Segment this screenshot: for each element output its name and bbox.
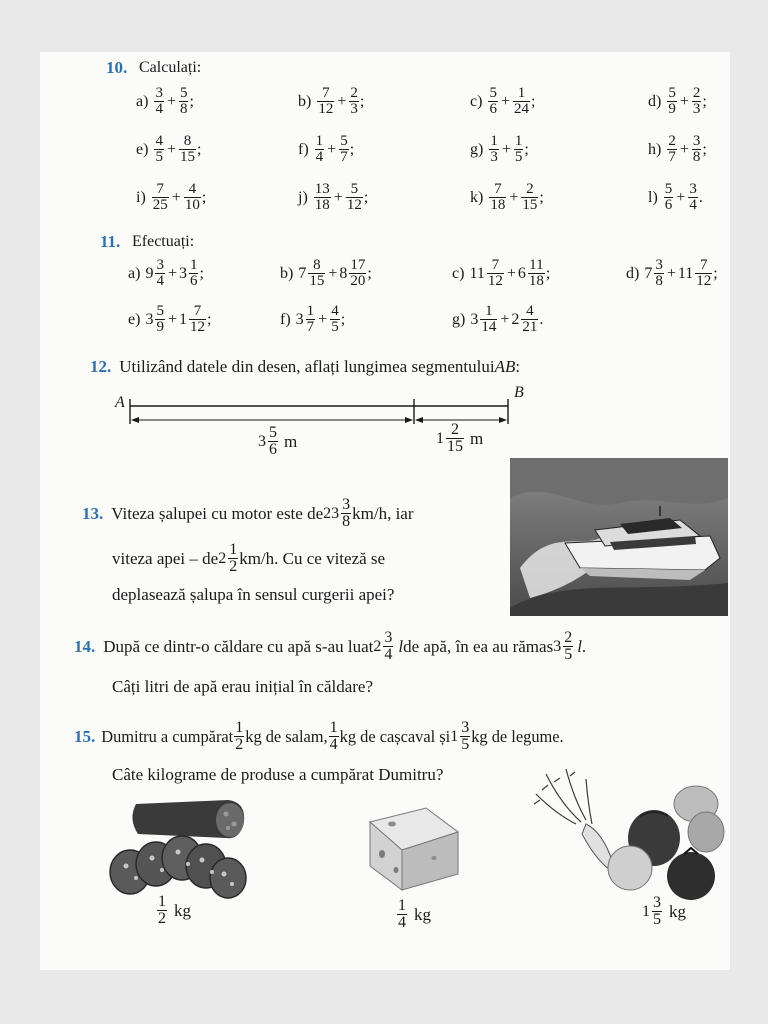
exercise-14-text-2: de apă, în ea au rămas: [403, 636, 554, 656]
fraction: [489, 182, 506, 213]
item-label: i): [136, 188, 146, 206]
item-end: ;: [545, 264, 551, 282]
denominator: 18: [528, 273, 544, 289]
numerator: 3: [692, 133, 701, 149]
fraction: [155, 304, 165, 335]
numerator: 5: [350, 181, 359, 197]
item-label: d): [626, 264, 640, 282]
item-label: f): [280, 310, 291, 328]
denominator: 4: [315, 149, 324, 165]
whole-part: 1: [178, 310, 187, 328]
motorboat-photo: [510, 458, 728, 616]
whole-part: 6: [517, 264, 526, 282]
denominator: 8: [692, 149, 701, 165]
exercise-12-number: 12.: [90, 357, 112, 376]
fraction: [339, 134, 349, 165]
numerator: 1: [517, 85, 526, 101]
numerator: 1: [514, 133, 523, 149]
segment-2-unit: m: [470, 428, 484, 448]
denominator: 2: [158, 910, 166, 927]
numerator: 1: [235, 719, 244, 736]
item-label: d): [648, 92, 662, 110]
plus-operator: +: [166, 92, 176, 110]
water-speed-fraction: [228, 542, 238, 575]
exercise-11-title: Efectuați:: [132, 233, 195, 250]
numerator: 3: [655, 257, 663, 273]
denominator: 9: [668, 101, 676, 117]
vegetables-picture: [526, 764, 726, 894]
numerator: 1: [158, 893, 166, 910]
fraction: [489, 134, 499, 165]
denominator: 12: [346, 197, 362, 213]
numerator: 2: [526, 181, 534, 197]
denominator: 5: [461, 736, 470, 753]
whole-part: 2: [511, 310, 520, 328]
denominator: 6: [489, 101, 497, 117]
item-end: ;: [199, 264, 204, 282]
salami-caption-unit: kg: [174, 900, 191, 920]
point-a-label: A: [115, 394, 125, 411]
denominator: 3: [490, 149, 498, 165]
item-label: c): [470, 92, 483, 110]
item-label: l): [648, 188, 658, 206]
liter-unit: l: [398, 636, 404, 656]
exercise-14-line-2: [112, 677, 373, 697]
exercise-13-text-1: Viteza șalupei cu motor este de: [111, 503, 324, 523]
segment-2-fraction: [446, 422, 464, 455]
exercise-10-title: Calculați:: [139, 59, 202, 76]
water-speed-whole: 2: [218, 549, 227, 567]
whole-part: 3: [178, 264, 187, 282]
numerator: 2: [564, 629, 573, 646]
vegetables-caption: [642, 895, 686, 928]
plus-operator: +: [167, 310, 177, 328]
exercise-10-item: [136, 134, 201, 165]
numerator: 8: [313, 257, 321, 273]
fraction: [189, 304, 206, 335]
remaining-water-whole: 3: [553, 637, 562, 655]
item-label: j): [298, 188, 308, 206]
salami-caption: [156, 894, 191, 927]
boat-speed-whole: 23: [323, 504, 340, 522]
item-end: ;: [206, 310, 212, 328]
taken-water-fraction: [383, 630, 393, 663]
exercise-10-item: [298, 86, 364, 117]
denominator: 7: [306, 319, 315, 335]
plus-operator: +: [509, 188, 519, 206]
fraction: [528, 258, 545, 289]
numerator: 1: [329, 719, 338, 736]
fraction: [308, 258, 325, 289]
item-end: ;: [702, 92, 707, 110]
item-end: ;: [713, 264, 718, 282]
denominator: 20: [350, 273, 366, 289]
whole-part: 3: [470, 310, 479, 328]
exercise-11-item: [452, 258, 550, 289]
numerator: 3: [461, 719, 470, 736]
liter-unit: l: [577, 636, 582, 656]
denominator: 8: [342, 513, 351, 530]
denominator: 6: [269, 441, 277, 458]
item-end: ;: [530, 92, 536, 110]
denominator: 5: [155, 149, 163, 165]
numerator: 4: [188, 181, 197, 197]
numerator: 1: [315, 133, 324, 149]
denominator: 15: [309, 273, 325, 289]
item-end: ;: [359, 92, 365, 110]
exercise-14-period: .: [581, 636, 587, 656]
denominator: 14: [481, 319, 497, 335]
exercise-10-item: [648, 182, 703, 213]
exercise-12-statement: [90, 357, 520, 377]
numerator: 7: [494, 181, 502, 197]
numerator: 3: [653, 894, 661, 911]
fraction: [514, 134, 524, 165]
fraction: [314, 182, 331, 213]
item-end: ;: [340, 310, 346, 328]
denominator: 3: [692, 101, 701, 117]
denominator: 12: [487, 273, 503, 289]
item-end: ;: [539, 188, 544, 206]
exercise-10-item: [470, 86, 535, 117]
denominator: 4: [384, 646, 393, 663]
numerator: 11: [529, 257, 544, 273]
exercise-10-item: [136, 86, 194, 117]
cheese-caption-fraction: [397, 898, 407, 931]
numerator: 5: [664, 181, 673, 197]
exercise-13-line-1: [82, 497, 414, 530]
plus-operator: +: [500, 92, 510, 110]
denominator: 4: [329, 736, 338, 753]
item-label: h): [648, 140, 662, 158]
denominator: 4: [156, 273, 164, 289]
vegetables-fraction: [460, 720, 470, 753]
numerator: 1: [490, 133, 498, 149]
exercise-10-number: 10.: [106, 58, 128, 77]
plus-operator: +: [328, 264, 338, 282]
item-label: g): [452, 310, 466, 328]
numerator: 5: [668, 85, 676, 101]
segment-ab-name: AB: [494, 357, 516, 376]
item-label: f): [298, 140, 309, 158]
denominator: 4: [689, 197, 697, 213]
exercise-10-item: [136, 182, 206, 213]
denominator: 15: [522, 197, 538, 213]
plus-operator: +: [679, 92, 689, 110]
exercise-13-line-2: [112, 542, 385, 575]
item-label: b): [280, 264, 294, 282]
segment-1-whole: 3: [258, 432, 266, 450]
plus-operator: +: [500, 310, 510, 328]
item-end: ;: [349, 140, 355, 158]
segment-2-whole: 1: [436, 429, 444, 447]
item-label: g): [470, 140, 484, 158]
exercise-11-item: [128, 304, 211, 335]
exercise-14-line-1: [74, 630, 586, 663]
denominator: 2: [235, 736, 244, 753]
fraction: [184, 182, 201, 213]
numerator: 7: [156, 181, 165, 197]
exercise-15-text-2: kg de salam,: [245, 726, 328, 746]
exercise-11-item: [452, 304, 543, 335]
whole-part: 9: [145, 264, 154, 282]
fraction: [521, 304, 538, 335]
denominator: 12: [696, 273, 712, 289]
exercise-10-item: [298, 134, 354, 165]
whole-part: 8: [339, 264, 348, 282]
item-end: ;: [196, 140, 202, 158]
numerator: 3: [342, 496, 351, 513]
numerator: 7: [491, 257, 500, 273]
denominator: 24: [513, 101, 529, 117]
fraction: [480, 304, 497, 335]
numerator: 2: [692, 85, 701, 101]
item-label: e): [136, 140, 149, 158]
exercise-15-text-3: kg de cașcaval și: [339, 726, 451, 746]
denominator: 3: [350, 101, 358, 117]
exercise-13-text-4: km/h. Cu ce viteză se: [239, 548, 386, 568]
textbook-page: [40, 52, 730, 970]
item-end: ;: [702, 140, 707, 158]
item-end: .: [698, 188, 703, 206]
fraction: [487, 258, 504, 289]
fraction: [317, 86, 334, 117]
fraction: [513, 86, 530, 117]
numerator: 2: [350, 85, 358, 101]
item-label: a): [136, 92, 149, 110]
denominator: 18: [490, 197, 506, 213]
plus-operator: +: [506, 264, 516, 282]
fraction: [664, 182, 674, 213]
exercise-11-item: [280, 304, 345, 335]
denominator: 7: [668, 149, 676, 165]
exercise-14-text-1: După ce dintr-o căldare cu apă s-au luat: [103, 636, 374, 656]
exercise-13-question: deplasează șalupa în sensul curgerii apei?: [112, 585, 395, 604]
fraction: [346, 182, 363, 213]
plus-operator: +: [666, 264, 676, 282]
item-end: ;: [524, 140, 529, 158]
denominator: 2: [229, 558, 238, 575]
salami-fraction: [234, 720, 244, 753]
numerator: 1: [398, 897, 406, 914]
denominator: 10: [184, 197, 200, 213]
exercise-11-item: [280, 258, 372, 289]
salami-picture: [108, 794, 248, 904]
fraction: [154, 134, 164, 165]
plus-operator: +: [679, 140, 689, 158]
numerator: 7: [193, 303, 202, 319]
exercise-15-line-1: [74, 720, 564, 753]
numerator: 5: [156, 303, 164, 319]
numerator: 1: [485, 303, 493, 319]
exercise-11-number: 11.: [100, 232, 121, 251]
denominator: 4: [155, 101, 163, 117]
vegetables-whole: 1: [450, 727, 459, 745]
boat-speed-fraction: [341, 497, 351, 530]
item-end: ;: [189, 92, 194, 110]
point-b-label: B: [514, 384, 524, 401]
denominator: 5: [653, 911, 661, 928]
plus-operator: +: [167, 264, 177, 282]
fraction: [349, 86, 359, 117]
exercise-15-text-1: Dumitru a cumpărat: [101, 726, 234, 746]
numerator: 3: [384, 629, 393, 646]
fraction: [179, 134, 196, 165]
plus-operator: +: [166, 140, 176, 158]
exercise-10-item: [470, 134, 529, 165]
whole-part: 3: [295, 310, 304, 328]
exercise-12-colon: :: [515, 357, 521, 376]
numerator: 5: [489, 85, 497, 101]
fraction: [155, 258, 165, 289]
numerator: 4: [526, 303, 534, 319]
item-label: b): [298, 92, 312, 110]
plus-operator: +: [327, 140, 337, 158]
item-end: ;: [367, 264, 372, 282]
item-end: .: [539, 310, 544, 328]
whole-part: 11: [677, 264, 694, 282]
fraction: [692, 134, 702, 165]
numerator: 7: [700, 257, 708, 273]
fraction: [306, 304, 316, 335]
exercise-10-item: [470, 182, 544, 213]
plus-operator: +: [318, 310, 328, 328]
fraction: [692, 86, 702, 117]
vegetables-caption-whole: 1: [642, 902, 650, 920]
numerator: 5: [179, 85, 188, 101]
fraction: [154, 86, 164, 117]
segment-1-fraction: [268, 425, 278, 458]
exercise-11-item: [626, 258, 718, 289]
exercise-10-item: [648, 134, 707, 165]
plus-operator: +: [337, 92, 347, 110]
item-label: e): [128, 310, 141, 328]
cheese-fraction: [329, 720, 339, 753]
whole-part: 7: [298, 264, 307, 282]
taken-water-whole: 2: [373, 637, 382, 655]
denominator: 8: [655, 273, 663, 289]
plus-operator: +: [501, 140, 511, 158]
numerator: 13: [314, 181, 330, 197]
exercise-10-item: [648, 86, 707, 117]
exercise-13-text-3: viteza apei – de: [112, 548, 219, 568]
exercise-11-item: [128, 258, 204, 289]
fraction: [521, 182, 538, 213]
numerator: 17: [350, 257, 366, 273]
exercise-13-text-2: km/h, iar: [352, 503, 414, 523]
cheese-caption-unit: kg: [414, 904, 431, 924]
item-label: a): [128, 264, 141, 282]
denominator: 7: [340, 149, 348, 165]
numerator: 7: [322, 85, 330, 101]
whole-part: 7: [644, 264, 653, 282]
denominator: 4: [398, 914, 406, 931]
item-end: ;: [201, 188, 207, 206]
fraction: [349, 258, 366, 289]
item-label: c): [452, 264, 465, 282]
fraction: [315, 134, 325, 165]
exercise-15-number: 15.: [74, 726, 96, 746]
numerator: 4: [331, 303, 339, 319]
exercise-15-line-2: [112, 765, 443, 785]
denominator: 12: [318, 101, 334, 117]
fraction: [695, 258, 712, 289]
denominator: 6: [189, 273, 198, 289]
exercise-13-number: 13.: [82, 503, 104, 523]
denominator: 18: [314, 197, 330, 213]
whole-part: 11: [469, 264, 485, 282]
plus-operator: +: [333, 188, 343, 206]
denominator: 5: [331, 319, 339, 335]
remaining-water-fraction: [563, 630, 573, 663]
salami-caption-fraction: [157, 894, 167, 927]
fraction: [654, 258, 664, 289]
denominator: 15: [179, 149, 195, 165]
item-end: ;: [363, 188, 369, 206]
whole-part: 3: [145, 310, 154, 328]
denominator: 25: [152, 197, 168, 213]
exercise-14-number: 14.: [74, 636, 96, 656]
numerator: 3: [689, 181, 697, 197]
cheese-picture: [362, 804, 462, 894]
exercise-15-question: Câte kilograme de produse a cumpărat Dumitru?: [112, 765, 444, 784]
numerator: 3: [156, 257, 164, 273]
fraction: [330, 304, 340, 335]
numerator: 5: [269, 424, 277, 441]
vegetables-caption-fraction: [652, 895, 662, 928]
item-label: k): [470, 188, 484, 206]
denominator: 12: [189, 319, 205, 335]
numerator: 2: [668, 133, 676, 149]
numerator: 1: [306, 303, 315, 319]
denominator: 8: [179, 101, 188, 117]
segment-1-unit: m: [284, 431, 298, 451]
exercise-14-question: Câți litri de apă erau inițial în căldare?: [112, 677, 374, 696]
exercise-15-text-4: kg de legume.: [471, 726, 564, 746]
segment-2-length: [436, 422, 483, 455]
exercise-13-line-3: [112, 585, 394, 605]
numerator: 4: [155, 133, 163, 149]
denominator: 15: [447, 438, 463, 455]
segment-1-length: [258, 425, 297, 458]
vegetables-caption-unit: kg: [669, 901, 686, 921]
fraction: [179, 86, 189, 117]
exercise-12-text: Utilizând datele din desen, aflați lungimea segmentului: [119, 357, 495, 376]
denominator: 6: [664, 197, 673, 213]
denominator: 5: [564, 646, 573, 663]
denominator: 9: [156, 319, 164, 335]
numerator: 2: [451, 421, 459, 438]
numerator: 3: [155, 85, 163, 101]
numerator: 1: [229, 541, 238, 558]
cheese-caption: [396, 898, 431, 931]
denominator: 21: [522, 319, 538, 335]
numerator: 1: [189, 257, 198, 273]
fraction: [488, 86, 498, 117]
plus-operator: +: [171, 188, 181, 206]
numerator: 8: [183, 133, 192, 149]
fraction: [667, 134, 677, 165]
fraction: [667, 86, 677, 117]
numerator: 5: [340, 133, 348, 149]
exercise-10-item: [298, 182, 368, 213]
fraction: [189, 258, 199, 289]
plus-operator: +: [676, 188, 686, 206]
fraction: [152, 182, 169, 213]
fraction: [688, 182, 698, 213]
denominator: 5: [514, 149, 523, 165]
